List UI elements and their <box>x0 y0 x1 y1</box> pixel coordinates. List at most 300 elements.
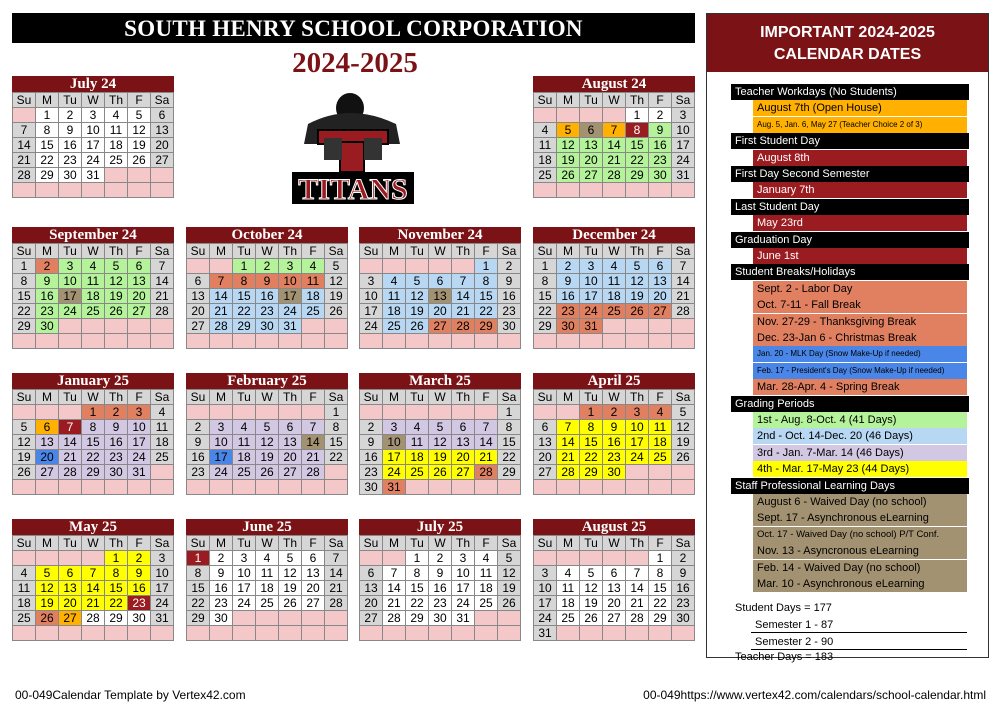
weekday-header: F <box>649 93 672 108</box>
empty-cell <box>302 334 325 349</box>
day-cell: 30 <box>557 319 580 334</box>
day-cell: 25 <box>13 611 36 626</box>
empty-cell <box>151 334 174 349</box>
day-cell: 16 <box>649 138 672 153</box>
day-cell: 31 <box>82 168 105 183</box>
day-cell: 5 <box>626 259 649 274</box>
section-heading: Grading Periods <box>731 396 969 412</box>
day-cell: 19 <box>36 596 59 611</box>
empty-cell <box>360 334 383 349</box>
weekday-header: Tu <box>406 536 429 551</box>
day-cell: 5 <box>13 420 36 435</box>
empty-cell <box>13 480 36 495</box>
empty-cell <box>534 551 557 566</box>
weekday-header: Tu <box>580 93 603 108</box>
day-cell: 11 <box>557 581 580 596</box>
empty-cell <box>187 334 210 349</box>
weekday-header: M <box>557 536 580 551</box>
weekday-header: Tu <box>59 536 82 551</box>
day-cell: 7 <box>452 274 475 289</box>
empty-cell <box>151 480 174 495</box>
footer-right: 00-049https://www.vertex42.com/calendars/school-calendar.html <box>643 688 986 702</box>
weekday-header: W <box>603 536 626 551</box>
empty-cell <box>406 259 429 274</box>
day-cell: 13 <box>128 274 151 289</box>
section-heading: Graduation Day <box>731 232 969 248</box>
day-cell: 19 <box>406 304 429 319</box>
day-cell: 30 <box>360 480 383 495</box>
day-cell: 18 <box>233 450 256 465</box>
day-cell: 7 <box>302 420 325 435</box>
day-cell: 18 <box>82 289 105 304</box>
weekday-header: Tu <box>59 244 82 259</box>
day-cell: 9 <box>429 566 452 581</box>
day-cell: 29 <box>36 168 59 183</box>
weekday-header: Th <box>105 244 128 259</box>
day-cell: 28 <box>82 611 105 626</box>
day-cell: 31 <box>279 319 302 334</box>
day-cell: 20 <box>187 304 210 319</box>
empty-cell <box>580 183 603 198</box>
day-cell: 1 <box>406 551 429 566</box>
empty-cell <box>603 626 626 641</box>
weekday-header: Su <box>13 93 36 108</box>
empty-cell <box>233 334 256 349</box>
weekday-header: W <box>603 244 626 259</box>
day-cell: 23 <box>557 304 580 319</box>
day-cell: 5 <box>580 566 603 581</box>
day-cell: 13 <box>429 289 452 304</box>
empty-cell <box>151 465 174 480</box>
day-cell: 17 <box>210 450 233 465</box>
important-date-item: Sept. 17 - Asynchronous eLearning <box>753 510 967 526</box>
day-cell: 27 <box>151 153 174 168</box>
day-cell: 25 <box>383 319 406 334</box>
empty-cell <box>256 405 279 420</box>
weekday-header: Su <box>360 244 383 259</box>
day-cell: 14 <box>82 581 105 596</box>
weekday-header: F <box>475 536 498 551</box>
day-cell: 25 <box>82 304 105 319</box>
month-title: August 25 <box>533 519 695 535</box>
student-days: Student Days = 177 <box>735 602 832 614</box>
day-cell: 10 <box>580 274 603 289</box>
day-cell: 23 <box>256 304 279 319</box>
svg-text:TITANS: TITANS <box>298 173 408 206</box>
day-cell: 1 <box>36 108 59 123</box>
day-cell: 24 <box>279 304 302 319</box>
weekday-header: Sa <box>151 536 174 551</box>
day-cell: 31 <box>383 480 406 495</box>
day-cell: 18 <box>406 450 429 465</box>
weekday-header: M <box>210 390 233 405</box>
day-cell: 10 <box>279 274 302 289</box>
day-cell: 11 <box>534 138 557 153</box>
day-cell: 22 <box>498 450 521 465</box>
weekday-header: Su <box>534 93 557 108</box>
day-cell: 10 <box>128 420 151 435</box>
day-cell: 25 <box>151 450 174 465</box>
empty-cell <box>649 480 672 495</box>
day-cell: 10 <box>151 566 174 581</box>
day-cell: 5 <box>279 551 302 566</box>
empty-cell <box>151 319 174 334</box>
day-cell: 16 <box>105 435 128 450</box>
day-cell: 20 <box>429 304 452 319</box>
day-cell: 20 <box>279 450 302 465</box>
empty-cell <box>302 319 325 334</box>
day-cell: 2 <box>105 405 128 420</box>
empty-cell <box>128 168 151 183</box>
day-cell: 23 <box>498 304 521 319</box>
day-cell: 12 <box>557 138 580 153</box>
day-cell: 16 <box>36 289 59 304</box>
weekday-header: Sa <box>151 244 174 259</box>
day-cell: 28 <box>151 304 174 319</box>
day-cell: 12 <box>498 566 521 581</box>
day-cell: 21 <box>325 581 348 596</box>
empty-cell <box>475 334 498 349</box>
day-cell: 5 <box>325 259 348 274</box>
empty-cell <box>626 334 649 349</box>
day-cell: 25 <box>406 465 429 480</box>
important-date-item: August 6 - Waived Day (no school) <box>753 494 967 510</box>
weekday-header: M <box>36 536 59 551</box>
day-cell: 2 <box>498 259 521 274</box>
empty-cell <box>452 259 475 274</box>
day-cell: 9 <box>672 566 695 581</box>
day-cell: 27 <box>534 465 557 480</box>
weekday-header: Sa <box>151 93 174 108</box>
day-cell: 22 <box>13 304 36 319</box>
day-cell: 12 <box>325 274 348 289</box>
weekday-header: Tu <box>580 244 603 259</box>
month-grid <box>186 389 348 495</box>
day-cell: 11 <box>256 566 279 581</box>
day-cell: 10 <box>672 123 695 138</box>
day-cell: 17 <box>360 304 383 319</box>
day-cell: 1 <box>498 405 521 420</box>
day-cell: 9 <box>360 435 383 450</box>
month-title: June 25 <box>186 519 348 535</box>
day-cell: 12 <box>36 581 59 596</box>
weekday-header: Su <box>187 536 210 551</box>
day-cell: 1 <box>649 551 672 566</box>
day-cell: 17 <box>151 581 174 596</box>
day-cell: 16 <box>498 289 521 304</box>
day-cell: 1 <box>82 405 105 420</box>
day-cell: 24 <box>580 304 603 319</box>
empty-cell <box>557 183 580 198</box>
day-cell: 7 <box>82 566 105 581</box>
day-cell: 25 <box>649 450 672 465</box>
empty-cell <box>429 626 452 641</box>
day-cell: 12 <box>672 420 695 435</box>
day-cell: 5 <box>672 405 695 420</box>
empty-cell <box>59 183 82 198</box>
day-cell: 8 <box>626 123 649 138</box>
day-cell: 14 <box>626 581 649 596</box>
weekday-header: Sa <box>151 390 174 405</box>
day-cell: 20 <box>534 450 557 465</box>
important-date-item: Feb. 17 - President's Day (Snow Make-Up if needed) <box>753 363 967 379</box>
day-cell: 22 <box>36 153 59 168</box>
weekday-header: Su <box>534 536 557 551</box>
day-cell: 13 <box>151 123 174 138</box>
day-cell: 24 <box>360 319 383 334</box>
empty-cell <box>534 183 557 198</box>
important-date-item: 2nd - Oct. 14-Dec. 20 (46 Days) <box>753 428 967 444</box>
day-cell: 22 <box>475 304 498 319</box>
weekday-header: Su <box>13 536 36 551</box>
empty-cell <box>603 551 626 566</box>
day-cell: 25 <box>302 304 325 319</box>
empty-cell <box>256 611 279 626</box>
empty-cell <box>557 334 580 349</box>
empty-cell <box>580 334 603 349</box>
day-cell: 19 <box>498 581 521 596</box>
empty-cell <box>325 465 348 480</box>
day-cell: 28 <box>59 465 82 480</box>
weekday-header: F <box>649 536 672 551</box>
day-cell: 26 <box>672 450 695 465</box>
day-cell: 31 <box>151 611 174 626</box>
empty-cell <box>105 168 128 183</box>
day-cell: 24 <box>210 465 233 480</box>
day-cell: 20 <box>302 581 325 596</box>
day-cell: 17 <box>383 450 406 465</box>
day-cell: 4 <box>233 420 256 435</box>
day-cell: 16 <box>187 450 210 465</box>
weekday-header: Th <box>105 536 128 551</box>
day-cell: 13 <box>649 274 672 289</box>
day-cell: 3 <box>383 420 406 435</box>
section-heading: First Day Second Semester <box>731 166 969 182</box>
month-march-25 <box>359 373 521 495</box>
day-cell: 29 <box>534 319 557 334</box>
day-cell: 22 <box>233 304 256 319</box>
day-cell: 18 <box>475 581 498 596</box>
empty-cell <box>383 259 406 274</box>
empty-cell <box>233 405 256 420</box>
day-cell: 13 <box>59 581 82 596</box>
day-cell: 16 <box>128 581 151 596</box>
day-cell: 8 <box>498 420 521 435</box>
day-cell: 30 <box>672 611 695 626</box>
day-cell: 10 <box>210 435 233 450</box>
empty-cell <box>429 480 452 495</box>
day-cell: 29 <box>649 611 672 626</box>
month-title: September 24 <box>12 227 174 243</box>
empty-cell <box>36 334 59 349</box>
day-cell: 27 <box>360 611 383 626</box>
weekday-header: Su <box>187 390 210 405</box>
empty-cell <box>128 183 151 198</box>
day-cell: 15 <box>475 289 498 304</box>
day-cell: 27 <box>452 465 475 480</box>
month-title: August 24 <box>533 76 695 92</box>
month-november-24 <box>359 227 521 349</box>
day-cell: 6 <box>151 108 174 123</box>
month-title: July 24 <box>12 76 174 92</box>
important-date-item: Oct. 17 - Waived Day (no school) P/T Conf. <box>753 527 967 543</box>
day-cell: 11 <box>105 123 128 138</box>
day-cell: 24 <box>534 611 557 626</box>
empty-cell <box>383 334 406 349</box>
month-title: April 25 <box>533 373 695 389</box>
day-cell: 25 <box>105 153 128 168</box>
day-cell: 27 <box>279 465 302 480</box>
day-cell: 14 <box>475 435 498 450</box>
empty-cell <box>475 626 498 641</box>
empty-cell <box>452 405 475 420</box>
empty-cell <box>360 551 383 566</box>
empty-cell <box>13 183 36 198</box>
day-cell: 7 <box>475 420 498 435</box>
day-cell: 23 <box>672 596 695 611</box>
day-cell: 28 <box>626 611 649 626</box>
teacher-days: Teacher Days = 183 <box>735 651 834 663</box>
empty-cell <box>82 551 105 566</box>
empty-cell <box>406 480 429 495</box>
weekday-header: W <box>256 244 279 259</box>
empty-cell <box>475 611 498 626</box>
day-cell: 4 <box>383 274 406 289</box>
day-cell: 30 <box>128 611 151 626</box>
weekday-header: W <box>429 244 452 259</box>
important-dates-header <box>707 14 988 72</box>
empty-cell <box>580 551 603 566</box>
empty-cell <box>36 551 59 566</box>
day-cell: 28 <box>557 465 580 480</box>
empty-cell <box>325 480 348 495</box>
day-cell: 25 <box>475 596 498 611</box>
month-grid <box>533 389 695 495</box>
weekday-header: Sa <box>672 244 695 259</box>
day-cell: 2 <box>360 420 383 435</box>
day-cell: 18 <box>13 596 36 611</box>
day-cell: 20 <box>360 596 383 611</box>
day-cell: 20 <box>452 450 475 465</box>
weekday-header: F <box>128 390 151 405</box>
day-cell: 9 <box>105 420 128 435</box>
day-cell: 5 <box>429 420 452 435</box>
weekday-header: Th <box>626 244 649 259</box>
day-cell: 29 <box>626 168 649 183</box>
empty-cell <box>210 480 233 495</box>
empty-cell <box>603 480 626 495</box>
day-cell: 3 <box>626 405 649 420</box>
day-cell: 11 <box>475 566 498 581</box>
empty-cell <box>105 480 128 495</box>
day-cell: 8 <box>649 566 672 581</box>
day-cell: 8 <box>82 420 105 435</box>
day-cell: 24 <box>383 465 406 480</box>
day-cell: 3 <box>151 551 174 566</box>
empty-cell <box>360 626 383 641</box>
weekday-header: Tu <box>233 390 256 405</box>
weekday-header: Tu <box>580 536 603 551</box>
empty-cell <box>603 334 626 349</box>
weekday-header: Th <box>452 244 475 259</box>
day-cell: 11 <box>383 289 406 304</box>
day-cell: 3 <box>233 551 256 566</box>
day-cell: 26 <box>105 304 128 319</box>
month-grid <box>533 243 695 349</box>
empty-cell <box>13 626 36 641</box>
empty-cell <box>325 626 348 641</box>
empty-cell <box>325 611 348 626</box>
day-cell: 28 <box>603 168 626 183</box>
month-january-25 <box>12 373 174 495</box>
day-cell: 16 <box>59 138 82 153</box>
weekday-header: Th <box>105 390 128 405</box>
empty-cell <box>279 611 302 626</box>
month-title: January 25 <box>12 373 174 389</box>
day-cell: 26 <box>498 596 521 611</box>
important-date-item: 4th - Mar. 17-May 23 (44 Days) <box>753 461 967 477</box>
empty-cell <box>406 334 429 349</box>
empty-cell <box>534 405 557 420</box>
empty-cell <box>187 405 210 420</box>
day-cell: 8 <box>534 274 557 289</box>
empty-cell <box>279 480 302 495</box>
empty-cell <box>429 259 452 274</box>
weekday-header: F <box>649 390 672 405</box>
important-date-item: Sept. 2 - Labor Day <box>753 281 967 297</box>
day-cell: 6 <box>452 420 475 435</box>
day-cell: 14 <box>302 435 325 450</box>
day-cell: 25 <box>557 611 580 626</box>
important-date-item: Aug. 5, Jan. 6, May 27 (Teacher Choice 2 of 3) <box>753 117 967 133</box>
weekday-header: Sa <box>498 536 521 551</box>
empty-cell <box>128 626 151 641</box>
empty-cell <box>603 319 626 334</box>
empty-cell <box>649 183 672 198</box>
day-cell: 4 <box>557 566 580 581</box>
day-cell: 15 <box>626 138 649 153</box>
day-cell: 22 <box>580 450 603 465</box>
weekday-header: F <box>475 244 498 259</box>
day-cell: 11 <box>82 274 105 289</box>
day-cell: 28 <box>452 319 475 334</box>
month-december-24 <box>533 227 695 349</box>
empty-cell <box>626 551 649 566</box>
empty-cell <box>128 334 151 349</box>
day-cell: 6 <box>59 566 82 581</box>
day-cell: 3 <box>210 420 233 435</box>
day-cell: 26 <box>626 304 649 319</box>
day-cell: 27 <box>128 304 151 319</box>
day-cell: 8 <box>187 566 210 581</box>
weekday-header: Su <box>13 244 36 259</box>
empty-cell <box>256 334 279 349</box>
empty-cell <box>59 480 82 495</box>
day-cell: 29 <box>406 611 429 626</box>
day-cell: 26 <box>36 611 59 626</box>
day-cell: 9 <box>603 420 626 435</box>
day-cell: 10 <box>233 566 256 581</box>
important-date-item: January 7th <box>753 182 967 198</box>
day-cell: 30 <box>59 168 82 183</box>
day-cell: 21 <box>557 450 580 465</box>
day-cell: 13 <box>603 581 626 596</box>
day-cell: 15 <box>233 289 256 304</box>
day-cell: 22 <box>82 450 105 465</box>
day-cell: 10 <box>82 123 105 138</box>
empty-cell <box>580 108 603 123</box>
day-cell: 6 <box>279 420 302 435</box>
